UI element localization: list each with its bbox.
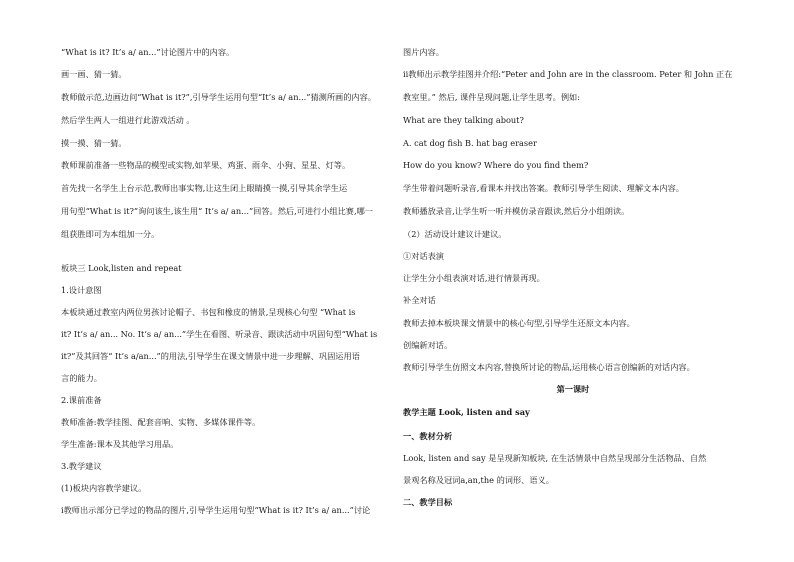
text-line: 学生带着问题听录音,看课本并找出答案。教师引导学生阅读、理解文本内容。 (403, 183, 684, 193)
text-line: How do you know? Where do you find them? (403, 160, 589, 170)
text-line: 画一画、猜一猜。 (61, 69, 127, 79)
text-line: 图片内容。 (403, 47, 444, 57)
text-line: ⅱ教师出示教学挂图并介绍:“Peter and John are in the classroom. Peter 和 John 正在 (403, 69, 733, 79)
text-line: ①对话表演 (403, 251, 444, 261)
text-line: A. cat dog fish B. hat bag eraser (403, 138, 537, 148)
text-line: （2）活动设计建议计建议。 (403, 229, 507, 239)
text-line: Look, listen and say 是呈现新知板块, 在生活情景中自然呈现部分生活物品、自然 (403, 453, 707, 463)
text-line: 教师课前准备一些物品的模型或实物,如苹果、鸡蛋、雨伞、小狗、星星、灯等。 (61, 160, 351, 170)
text-line: (1)板块内容教学建议。 (61, 483, 147, 493)
text-line: 教室里。” 然后, 课件呈现问题,让学生思考。例如: (403, 92, 581, 102)
text-line: 教师引导学生仿照文本内容,替换所讨论的物品,运用核心语言创编新的对话内容。 (403, 362, 695, 372)
text-line: 教师准备:教学挂图、配套音响、实物、多媒体课件等。 (61, 417, 261, 427)
text-line: 教师播放录音,让学生听一听并模仿录音跟读,然后分小组朗读。 (403, 206, 630, 216)
section-heading: 一、教材分析 (403, 431, 453, 441)
text-line: 教师去掉本板块课文情景中的核心句型,引导学生还原文本内容。 (403, 318, 635, 328)
subheading: 2.课前准备 (61, 395, 102, 405)
text-line: 言的能力。 (61, 373, 102, 383)
text-line: 然后学生两人一组进行此游戏活动 。 (61, 115, 195, 125)
text-line: 本板块通过教室内两位男孩讨论帽子、书包和橡皮的情景,呈现核心句型 “What is (61, 307, 356, 317)
text-line: 景观名称及冠词a,an,the 的词形、语义。 (403, 475, 554, 485)
subheading: 3.教学建议 (61, 461, 102, 471)
lesson-title: 第一课时 (556, 384, 590, 394)
text-line: 组获胜即可为本组加一分。 (61, 229, 160, 239)
subheading: 1.设计意图 (61, 285, 102, 295)
text-line: 创编新对话。 (403, 340, 453, 350)
text-line: it? It’s a/ an... No. It’s a/ an...”学生在看图、听录音、跟读活动中巩固句型“What is (61, 329, 378, 339)
text-line: ⅰ教师出示部分已学过的物品的图片,引导学生运用句型“What is it? It’s a/ an...”讨论 (61, 505, 371, 515)
text-line: What are they talking about? (403, 115, 524, 125)
text-line: 用句型“What is it?”询问该生,该生用“ It’s a/ an...”回答。然后,可进行小组比赛,哪一 (61, 206, 373, 216)
text-line: 教师做示范,边画边问“What is it?”,引导学生运用句型“It’s a/ an...”猜测所画的内容。 (61, 92, 376, 102)
text-line: 首先找一名学生上台示范,教师出事实物,让这生闭上眼睛摸一摸,引导其余学生运 (61, 183, 348, 193)
text-line: 补全对话 (403, 295, 436, 305)
text-line: “What is it? It’s a/ an...”讨论图片中的内容。 (61, 47, 235, 57)
section-heading: 二、教学目标 (403, 497, 453, 507)
text-line: 让学生分小组表演对话,进行情景再现。 (403, 273, 545, 283)
text-line: 摸一摸、猜一猜。 (61, 138, 127, 148)
section-heading: 板块三 Look,listen and repeat (61, 263, 182, 273)
text-line: 学生准备:课本及其他学习用品。 (61, 439, 179, 449)
lesson-theme: 教学主题 Look, listen and say (403, 407, 530, 417)
text-line: it?”及其回答“ It’s a/an...”的用法,引导学生在课文情景中进一步理解、巩固运用语 (61, 351, 360, 361)
